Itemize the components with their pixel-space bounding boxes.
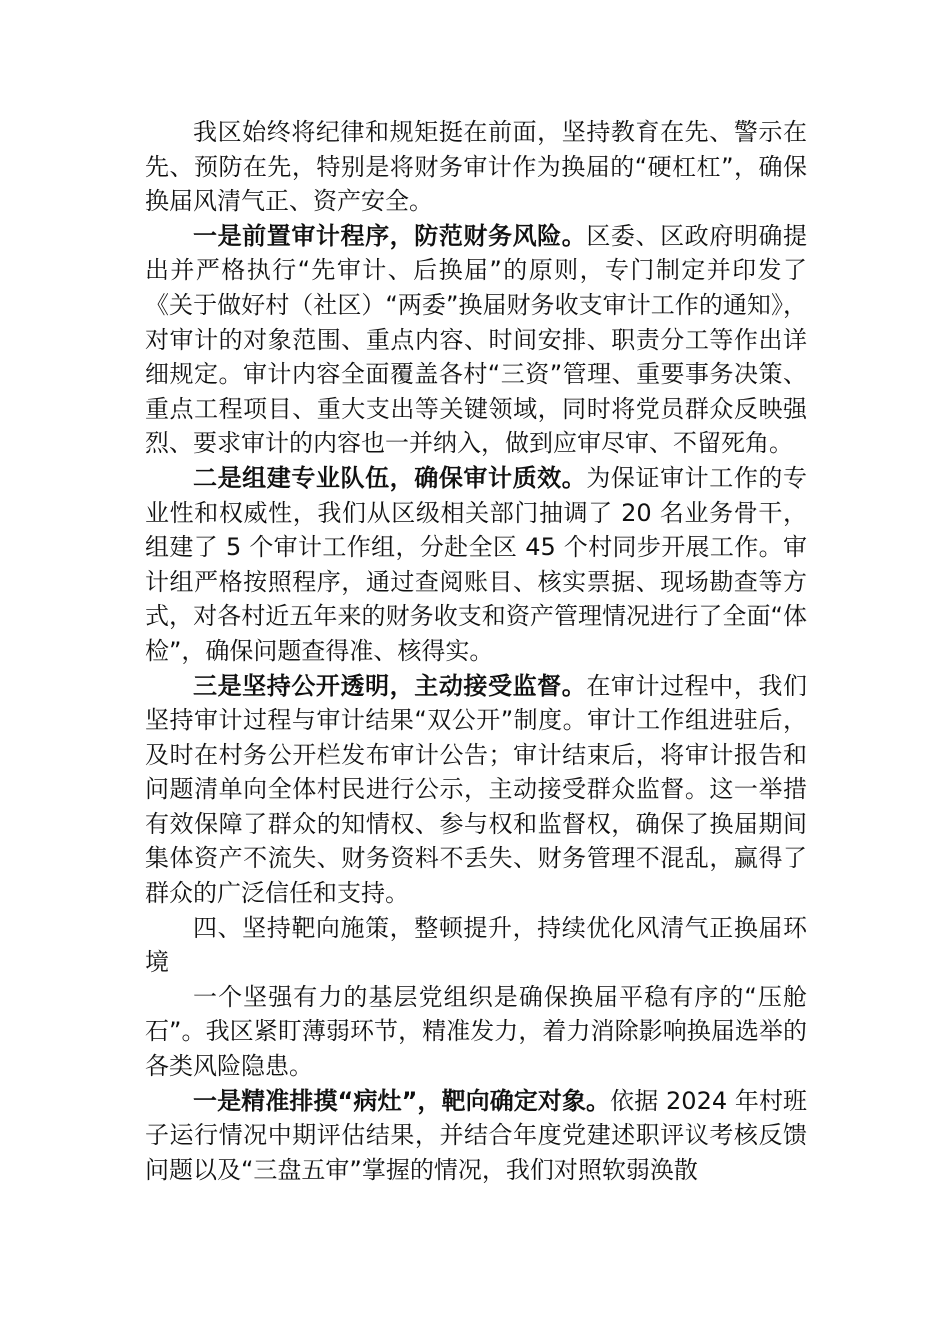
paragraph-lead: 一是精准排摸“病灶”，靶向确定对象。	[193, 1086, 611, 1115]
paragraph-text: 区委、区政府明确提出并严格执行“先审计、后换届”的原则，专门制定并印发了《关于做好村（社区）“两委”换届财务收支审计工作的通知》，对审计的对象范围、重点内容、时间安排、职责分工等作出详细规定。审计内容全面覆盖各村“三资”管理、重要事务决策、重点工程项目、重大支出等关键领域，同时将党员群众反映强烈、要求审计的内容也一并纳入，做到应审尽审、不留死角。	[145, 221, 808, 458]
paragraph-lead: 三是坚持公开透明，主动接受监督。	[193, 671, 587, 700]
paragraph-transparency	[145, 669, 807, 911]
paragraph-audit-procedure	[145, 219, 807, 461]
paragraph-lead: 二是组建专业队伍，确保审计质效。	[193, 463, 587, 492]
paragraph-text: 为保证审计工作的专业性和权威性，我们从区级相关部门抽调了 20 名业务骨干，组建了 5 个审计工作组，分赴全区 45 个村同步开展工作。审计组严格按照程序，通过查阅账目、核实票据、现场勘查等方式，对各村近五年来的财务收支和资产管理情况进行了全面“体检”，确保问题查得准、核得实。	[145, 463, 808, 665]
paragraph-section-intro	[145, 980, 807, 1084]
paragraph-text: 我区始终将纪律和规矩挺在前面，坚持教育在先、警示在先、预防在先，特别是将财务审计作为换届的“硬杠杠”，确保换届风清气正、资产安全。	[145, 118, 807, 216]
paragraph-diagnosis	[145, 1084, 807, 1188]
paragraph-text: 在审计过程中，我们坚持审计过程与审计结果“双公开”制度。审计工作组进驻后，及时在村务公开栏发布审计公告；审计结束后，将审计报告和问题清单向全体村民进行公示，主动接受群众监督。这一举措有效保障了群众的知情权、参与权和监督权，确保了换届期间集体资产不流失、财务资料不丢失、财务管理不混乱，赢得了群众的广泛信任和支持。	[145, 671, 808, 908]
paragraph-audit-team	[145, 461, 807, 669]
paragraph-lead: 一是前置审计程序，防范财务风险。	[193, 221, 587, 250]
paragraph-intro	[145, 115, 807, 219]
section-heading: 四、坚持靶向施策，整顿提升，持续优化风清气正换届环境	[145, 913, 807, 977]
paragraph-text: 一个坚强有力的基层党组织是确保换届平稳有序的“压舱石”。我区紧盯薄弱环节，精准发力，着力消除影响换届选举的各类风险隐患。	[145, 982, 807, 1081]
paragraph-text: 依据 2024 年村班子运行情况中期评估结果，并结合年度党建述职评议考核反馈问题以及“三盘五审”掌握的情况，我们对照软弱涣散	[145, 1086, 808, 1184]
document-page	[145, 115, 807, 1187]
